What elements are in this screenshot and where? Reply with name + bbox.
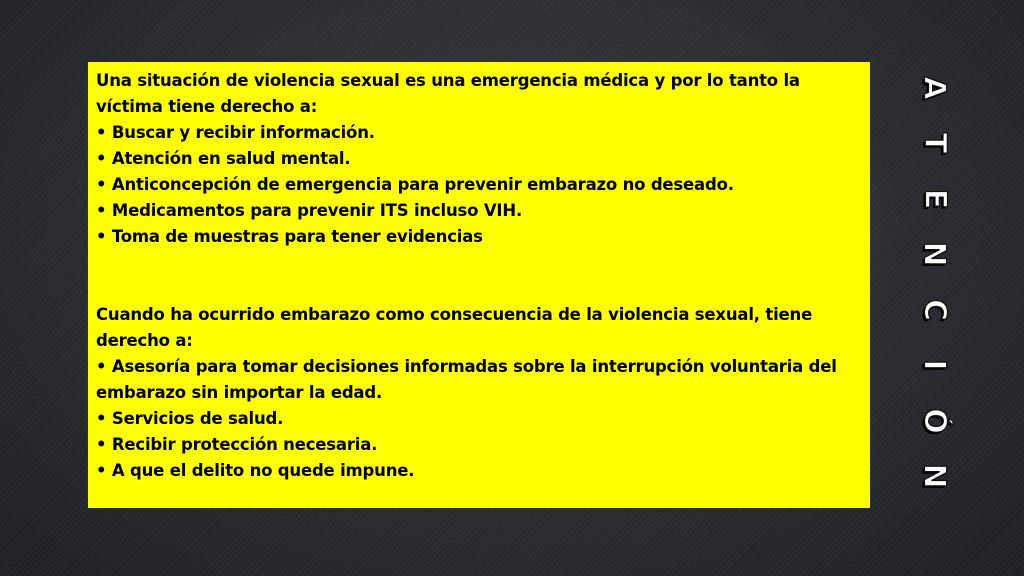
side-title-letter: E: [917, 188, 952, 210]
section-gap: [96, 250, 860, 302]
section2-bullet: • Servicios de salud.: [96, 406, 860, 432]
side-title-letter: A: [917, 76, 952, 100]
section1-bullet: • Anticoncepción de emergencia para prevenir embarazo no deseado.: [96, 172, 860, 198]
section2-intro-continued: derecho a:: [96, 331, 193, 350]
side-title-letter: N: [916, 463, 952, 489]
side-title-letter: N: [916, 241, 952, 267]
section1-bullet: • Buscar y recibir información.: [96, 120, 860, 146]
side-title-letter: I: [916, 359, 952, 371]
content-box: [88, 62, 870, 508]
side-title-letter: T: [917, 133, 952, 154]
section2-intro: Cuando ha ocurrido embarazo como consecuencia de la violencia sexual, tiene: [96, 305, 813, 324]
section1-bullet: • Atención en salud mental.: [96, 146, 860, 172]
section2-bullet: • Recibir protección necesaria.: [96, 432, 860, 458]
section2-bullet: • A que el delito no quede impune.: [96, 458, 860, 484]
section1-bullet: • Toma de muestras para tener evidencias: [96, 224, 860, 250]
section1-bullet: • Medicamentos para prevenir ITS incluso VIH.: [96, 198, 860, 224]
section1-intro: Una situación de violencia sexual es una emergencia médica y por lo tanto la víctima tiene derecho a:: [96, 71, 800, 116]
side-title: [904, 72, 964, 492]
section2-bullet: • Asesoría para tomar decisiones informadas sobre la interrupción voluntaria del embarazo sin importar la edad.: [96, 354, 860, 406]
side-title-letter: Ó: [916, 407, 952, 434]
side-title-letter: C: [917, 298, 952, 321]
